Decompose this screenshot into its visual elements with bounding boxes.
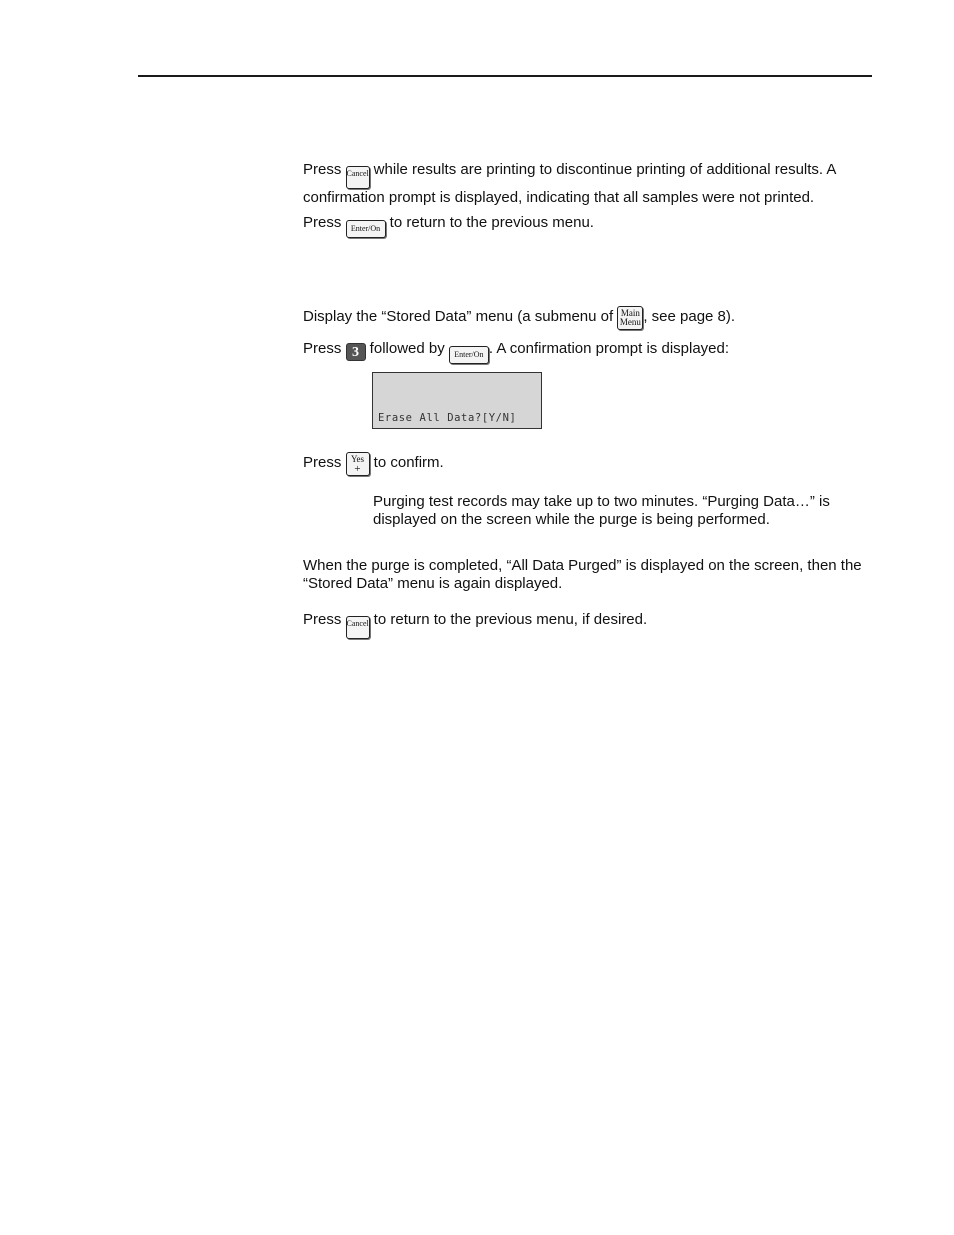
paragraph-purge-completed: When the purge is completed, “All Data Purged” is displayed on the screen, then the “Stored Data” menu is again displayed. <box>303 557 862 592</box>
text: to return to the previous menu. <box>385 214 594 231</box>
cancel-key-icon: Cancel <box>346 616 370 639</box>
text: to return to the previous menu, if desired. <box>369 611 648 628</box>
paragraph-cancel-printing <box>303 161 873 207</box>
text: Press <box>303 454 346 471</box>
text: Press <box>303 340 346 357</box>
text: . A confirmation prompt is displayed: <box>488 340 730 357</box>
enter-on-key-icon: Enter/On <box>346 220 386 238</box>
paragraph-confirm <box>303 452 873 476</box>
key-label: + <box>354 463 361 475</box>
paragraph-press-3 <box>303 340 873 364</box>
text: Press <box>303 611 346 628</box>
paragraph-return-cancel <box>303 611 873 639</box>
cancel-key-icon: Cancel <box>346 166 370 189</box>
text: followed by <box>365 340 449 357</box>
key-label: Yes <box>350 454 365 464</box>
enter-on-key-icon: Enter/On <box>449 346 489 364</box>
note-purging: Purging test records may take up to two minutes. “Purging Data…” is displayed on the screen while the purge is being performed. <box>373 493 830 528</box>
key-label: Menu <box>619 317 641 327</box>
key-label: Main <box>620 308 640 318</box>
text: Display the “Stored Data” menu (a submenu of <box>303 308 618 325</box>
lcd-display <box>372 372 542 429</box>
main-menu-key-icon <box>617 306 643 330</box>
text: while results are printing to discontinue printing of additional results. A confirmation prompt is displayed, indicating that all samples were not printed. <box>303 161 836 206</box>
number-3-key-icon: 3 <box>346 343 366 361</box>
text: Press <box>303 161 346 178</box>
text: , see page 8). <box>643 308 736 325</box>
yes-plus-key-icon <box>346 452 370 476</box>
lcd-text: Erase All Data?[Y/N] <box>378 412 517 424</box>
text: to confirm. <box>369 454 444 471</box>
header-rule <box>138 75 872 77</box>
paragraph-return-menu <box>303 214 873 238</box>
text: Press <box>303 214 346 231</box>
paragraph-display-stored-data <box>303 306 873 330</box>
